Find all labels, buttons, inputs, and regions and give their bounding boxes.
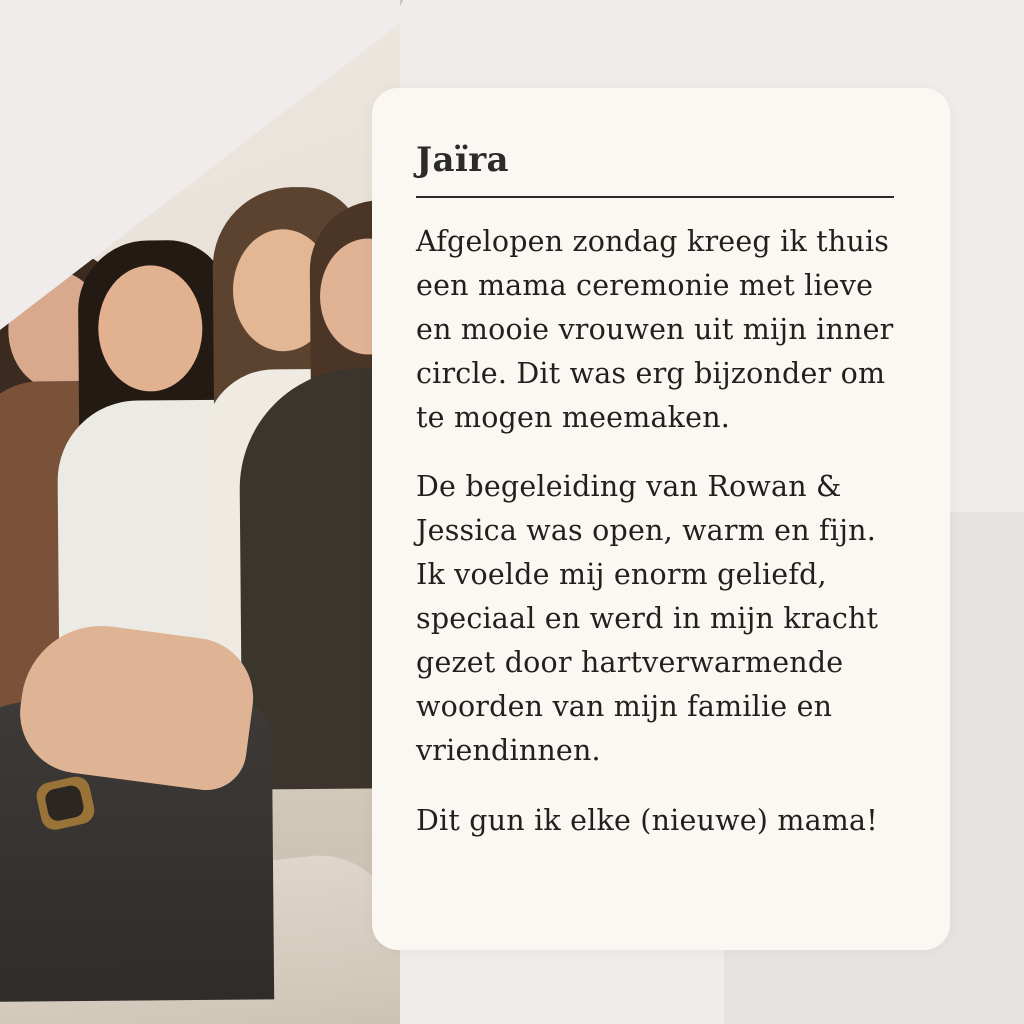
testimonial-paragraph-2: De begeleiding van Rowan & Jessica was open, warm en fijn. Ik voelde mij enorm geliefd, speciaal en werd in mijn kracht gezet door hartverwarmende woorden van mijn familie en vriendinnen. [416,470,879,767]
testimonial-paragraph-1: Afgelopen zondag kreeg ik thuis een mama ceremonie met lieve en mooie vrouwen uit mijn inner circle. Dit was erg bijzonder om te mogen meemaken. [416,225,894,434]
photo-group-of-women [0,0,400,1024]
person-2-face [98,265,203,392]
testimonial-paragraph-3: Dit gun ik elke (nieuwe) mama! [416,803,878,837]
title-divider [416,196,894,198]
testimonial-card [372,88,950,950]
testimonial-text [416,220,894,842]
page-title: Jaïra [416,140,509,180]
